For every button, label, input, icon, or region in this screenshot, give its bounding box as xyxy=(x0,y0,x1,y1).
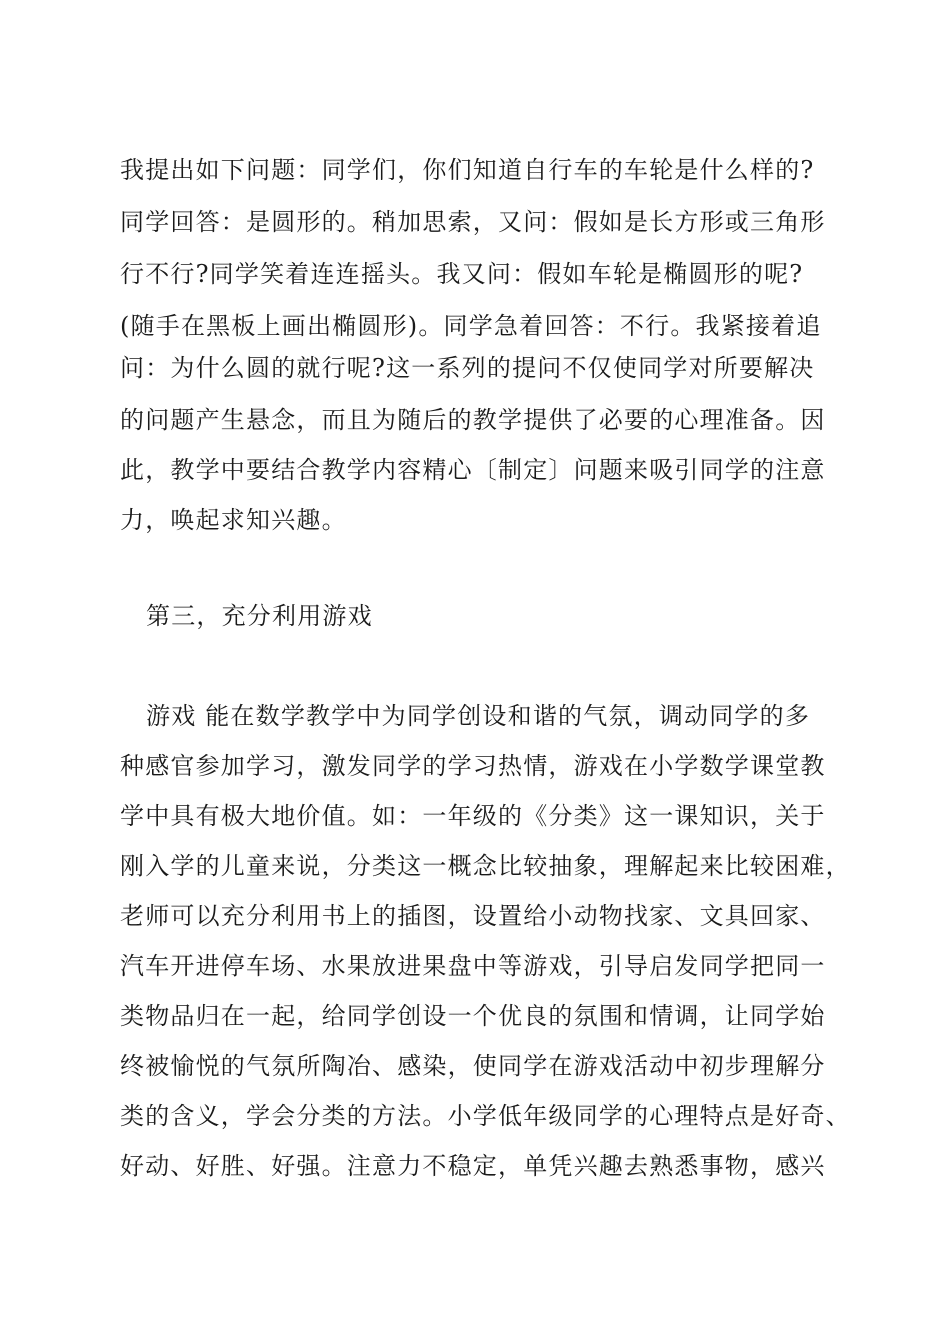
paragraph-1-line-6: 的问题产生悬念，而且为随后的教学提供了必要的心理准备。因 xyxy=(120,406,826,434)
paragraph-2-line-1: 游戏 能在数学教学中为同学创设和谐的气氛，调动同学的多 xyxy=(146,702,811,730)
paragraph-2-line-8: 终被愉悦的气氛所陶冶、感染，使同学在游戏活动中初步理解分 xyxy=(120,1052,826,1080)
paragraph-2-line-6: 汽车开进停车场、水果放进果盘中等游戏，引导启发同学把同一 xyxy=(120,952,826,980)
paragraph-2-line-7: 类物品归在一起，给同学创设一个优良的氛围和情调，让同学始 xyxy=(120,1002,826,1030)
paragraph-1-line-1: 我提出如下问题：同学们，你们知道自行车的车轮是什么样的? xyxy=(120,156,815,184)
paragraph-1-line-2: 同学回答：是圆形的。稍加思索，又问：假如是长方形或三角形 xyxy=(120,208,826,236)
paragraph-1-line-4: (随手在黑板上画出椭圆形)。同学急着回答：不行。我紧接着追 xyxy=(120,312,822,340)
section-heading: 第三，充分利用游戏 xyxy=(146,602,373,630)
paragraph-2-line-9: 类的含义，学会分类的方法。小学低年级同学的心理特点是好奇、 xyxy=(120,1102,851,1130)
paragraph-2-line-10: 好动、好胜、好强。注意力不稳定，单凭兴趣去熟悉事物，感兴 xyxy=(120,1152,826,1180)
paragraph-2-line-5: 老师可以充分利用书上的插图，设置给小动物找家、文具回家、 xyxy=(120,902,826,930)
paragraph-2-line-2: 种感官参加学习，激发同学的学习热情，游戏在小学数学课堂教 xyxy=(120,752,826,780)
paragraph-1-line-7: 此，教学中要结合教学内容精心〔制定〕问题来吸引同学的注意 xyxy=(120,456,826,484)
paragraph-2-line-3: 学中具有极大地价值。如：一年级的《分类》这一课知识，关于 xyxy=(120,802,826,830)
paragraph-2-line-4: 刚入学的儿童来说，分类这一概念比较抽象，理解起来比较困难， xyxy=(120,852,851,880)
paragraph-1-line-5: 问：为什么圆的就行呢?这一系列的提问不仅使同学对所要解决 xyxy=(120,354,815,382)
paragraph-1-line-8: 力，唤起求知兴趣。 xyxy=(120,506,347,534)
paragraph-1-line-3: 行不行?同学笑着连连摇头。我又问：假如车轮是椭圆形的呢? xyxy=(120,260,804,288)
